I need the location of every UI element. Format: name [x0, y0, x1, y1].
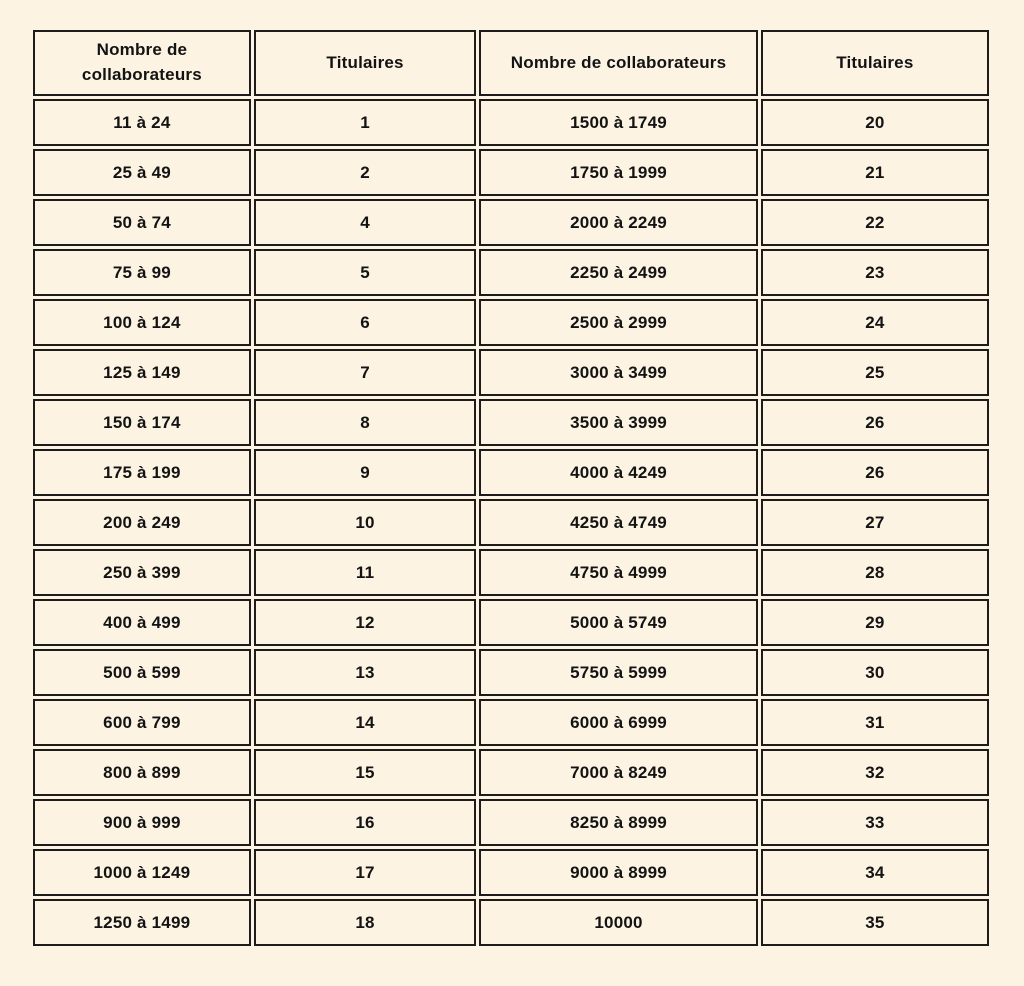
cell-collaborators-range-right: 4250 à 4749	[479, 499, 757, 546]
table-row	[33, 249, 989, 296]
table-body	[33, 99, 989, 946]
cell-titulaires-left: 1	[254, 99, 477, 146]
cell-titulaires-right: 21	[761, 149, 989, 196]
cell-titulaires-left: 6	[254, 299, 477, 346]
cell-titulaires-right: 25	[761, 349, 989, 396]
cell-collaborators-range-left: 1250 à 1499	[33, 899, 251, 946]
table-row	[33, 749, 989, 796]
cell-titulaires-left: 9	[254, 449, 477, 496]
table-row	[33, 99, 989, 146]
table-row	[33, 549, 989, 596]
cell-titulaires-right: 23	[761, 249, 989, 296]
table-row	[33, 799, 989, 846]
cell-collaborators-range-left: 125 à 149	[33, 349, 251, 396]
cell-collaborators-range-left: 800 à 899	[33, 749, 251, 796]
cell-collaborators-range-right: 5000 à 5749	[479, 599, 757, 646]
cell-titulaires-right: 33	[761, 799, 989, 846]
cell-titulaires-right: 32	[761, 749, 989, 796]
cell-collaborators-range-left: 25 à 49	[33, 149, 251, 196]
staff-representatives-table	[30, 27, 992, 949]
table-header-row	[33, 30, 989, 96]
table-row	[33, 399, 989, 446]
cell-titulaires-left: 14	[254, 699, 477, 746]
cell-titulaires-left: 2	[254, 149, 477, 196]
cell-collaborators-range-right: 3000 à 3499	[479, 349, 757, 396]
cell-collaborators-range-left: 1000 à 1249	[33, 849, 251, 896]
column-header-titulaires-left: Titulaires	[254, 30, 477, 96]
cell-collaborators-range-right: 4000 à 4249	[479, 449, 757, 496]
cell-titulaires-left: 16	[254, 799, 477, 846]
cell-collaborators-range-left: 600 à 799	[33, 699, 251, 746]
cell-titulaires-right: 31	[761, 699, 989, 746]
cell-titulaires-right: 22	[761, 199, 989, 246]
table-row	[33, 849, 989, 896]
cell-titulaires-right: 30	[761, 649, 989, 696]
table-row	[33, 599, 989, 646]
cell-titulaires-right: 26	[761, 399, 989, 446]
cell-collaborators-range-right: 2500 à 2999	[479, 299, 757, 346]
table-row	[33, 299, 989, 346]
cell-collaborators-range-left: 400 à 499	[33, 599, 251, 646]
cell-collaborators-range-right: 2000 à 2249	[479, 199, 757, 246]
table-row	[33, 449, 989, 496]
cell-collaborators-range-right: 7000 à 8249	[479, 749, 757, 796]
cell-collaborators-range-left: 175 à 199	[33, 449, 251, 496]
cell-titulaires-left: 8	[254, 399, 477, 446]
cell-titulaires-right: 28	[761, 549, 989, 596]
cell-collaborators-range-right: 8250 à 8999	[479, 799, 757, 846]
cell-titulaires-left: 12	[254, 599, 477, 646]
cell-collaborators-range-left: 100 à 124	[33, 299, 251, 346]
column-header-collaborators-left: Nombre de collaborateurs	[33, 30, 251, 96]
cell-collaborators-range-left: 250 à 399	[33, 549, 251, 596]
cell-titulaires-left: 4	[254, 199, 477, 246]
cell-collaborators-range-right: 10000	[479, 899, 757, 946]
cell-titulaires-left: 10	[254, 499, 477, 546]
cell-titulaires-right: 29	[761, 599, 989, 646]
cell-collaborators-range-left: 900 à 999	[33, 799, 251, 846]
cell-collaborators-range-left: 500 à 599	[33, 649, 251, 696]
cell-titulaires-left: 17	[254, 849, 477, 896]
cell-titulaires-left: 15	[254, 749, 477, 796]
cell-collaborators-range-left: 50 à 74	[33, 199, 251, 246]
table-row	[33, 149, 989, 196]
cell-collaborators-range-right: 4750 à 4999	[479, 549, 757, 596]
table-row	[33, 649, 989, 696]
cell-titulaires-right: 27	[761, 499, 989, 546]
cell-collaborators-range-right: 6000 à 6999	[479, 699, 757, 746]
cell-collaborators-range-left: 150 à 174	[33, 399, 251, 446]
cell-collaborators-range-right: 1750 à 1999	[479, 149, 757, 196]
cell-titulaires-left: 5	[254, 249, 477, 296]
cell-collaborators-range-right: 1500 à 1749	[479, 99, 757, 146]
cell-collaborators-range-left: 200 à 249	[33, 499, 251, 546]
cell-titulaires-left: 18	[254, 899, 477, 946]
cell-titulaires-left: 13	[254, 649, 477, 696]
cell-titulaires-right: 26	[761, 449, 989, 496]
cell-titulaires-right: 20	[761, 99, 989, 146]
table-row	[33, 199, 989, 246]
table-row	[33, 499, 989, 546]
table-row	[33, 899, 989, 946]
cell-collaborators-range-left: 75 à 99	[33, 249, 251, 296]
cell-titulaires-left: 11	[254, 549, 477, 596]
cell-titulaires-right: 34	[761, 849, 989, 896]
cell-collaborators-range-right: 5750 à 5999	[479, 649, 757, 696]
column-header-titulaires-right: Titulaires	[761, 30, 989, 96]
column-header-collaborators-right: Nombre de collaborateurs	[479, 30, 757, 96]
cell-collaborators-range-right: 3500 à 3999	[479, 399, 757, 446]
table-row	[33, 349, 989, 396]
cell-titulaires-right: 24	[761, 299, 989, 346]
cell-titulaires-left: 7	[254, 349, 477, 396]
cell-collaborators-range-left: 11 à 24	[33, 99, 251, 146]
cell-collaborators-range-right: 9000 à 8999	[479, 849, 757, 896]
cell-titulaires-right: 35	[761, 899, 989, 946]
cell-collaborators-range-right: 2250 à 2499	[479, 249, 757, 296]
table-row	[33, 699, 989, 746]
